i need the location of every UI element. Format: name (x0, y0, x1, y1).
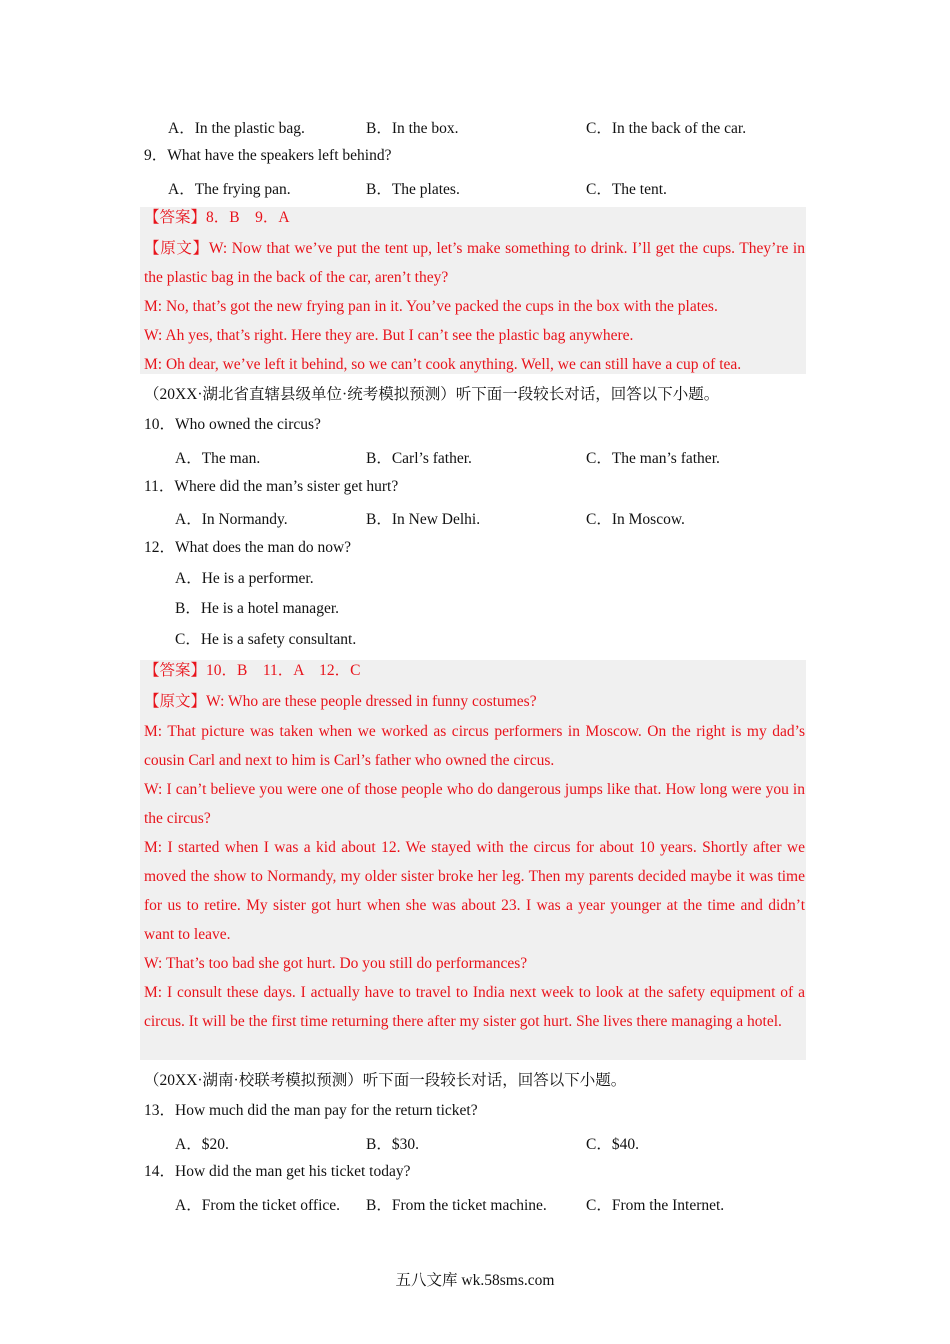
q12-option-a: A．He is a performer. (175, 570, 314, 587)
transcript-2-line-5: W: That’s too bad she got hurt. Do you still do performances? (144, 955, 528, 972)
q12-option-b: B．He is a hotel manager. (175, 600, 339, 617)
q10-option-a: A．The man. (175, 450, 261, 467)
answer-2 (144, 661, 360, 681)
answer-text: 10．B 11．A 12．C (206, 662, 361, 679)
transcript-2-line-2: M: That picture was taken when we worked as circus performers in Moscow. On the right is my dad’s cousin Carl and next to him is Carl’s father who owned the circus. (144, 723, 805, 769)
q11-option-b: B．In New Delhi. (366, 511, 481, 528)
q14-option-b: B．From the ticket machine. (366, 1197, 547, 1214)
transcript-label: 【原文】 (144, 240, 209, 257)
transcript-2-line-4: M: I started when I was a kid about 12. We stayed with the circus for about 10 years. Shortly after we moved the show to Normandy, my older sister broke her leg. Then my parents decided maybe it was time for us to retire. My sister got hurt when she was about 23. I was a year younger at the time and didn’t want to leave. (144, 839, 805, 943)
q12-option-c: C．He is a safety consultant. (175, 631, 357, 648)
transcript-1-line-1: 【原文】W: Now that we’ve put the tent up, let’s make something to drink. I’ll get the cups. They’re in the plastic bag in the back of the car, aren’t they? (144, 240, 805, 286)
q10-option-b: B．Carl’s father. (366, 450, 472, 467)
answer-label: 【答案】 (144, 209, 207, 226)
q11-option-a: A．In Normandy. (175, 511, 288, 528)
q13-option-b: B．$30. (366, 1136, 419, 1153)
transcript-2-line-6: M: I consult these days. I actually have to travel to India next week to look at the safety equipment of a circus. It will be the first time returning there after my sister got hurt. She lives there managing a hotel. (144, 984, 805, 1030)
answer-text: 8．B 9．A (206, 209, 290, 226)
q9-option-b: B．The plates. (366, 181, 460, 198)
q8-option-b: B．In the box. (366, 120, 459, 137)
q13-question: 13．How much did the man pay for the return ticket? (144, 1102, 478, 1119)
q10-question: 10．Who owned the circus? (144, 416, 321, 433)
transcript-1-line-4: M: Oh dear, we’ve left it behind, so we can’t cook anything. Well, we can still have a cup of tea. (144, 356, 742, 373)
q11-option-c: C．In Moscow. (586, 511, 685, 528)
q13-option-c: C．$40. (586, 1136, 639, 1153)
q12-question: 12．What does the man do now? (144, 539, 352, 556)
section-2-intro: （20XX·湖北省直辖县级单位·统考模拟预测）听下面一段较长对话，回答以下小题。 (144, 386, 720, 403)
q11-question: 11．Where did the man’s sister get hurt? (144, 478, 399, 495)
q9-option-c: C．The tent. (586, 181, 667, 198)
q9-option-a: A．The frying pan. (168, 181, 291, 198)
transcript-1-line-3: W: Ah yes, that’s right. Here they are. But I can’t see the plastic bag anywhere. (144, 327, 634, 344)
q14-question: 14．How did the man get his ticket today? (144, 1163, 411, 1180)
q13-option-a: A．$20. (175, 1136, 229, 1153)
answer-label: 【答案】 (144, 662, 207, 679)
transcript-label: 【原文】 (144, 693, 207, 710)
q9-question: 9．What have the speakers left behind? (144, 147, 392, 164)
transcript-2-line-3: W: I can’t believe you were one of those people who do dangerous jumps like that. How long were you in the circus? (144, 781, 805, 827)
q10-option-c: C．The man’s father. (586, 450, 720, 467)
q14-option-a: A．From the ticket office. (175, 1197, 341, 1214)
footer-watermark: 五八文库 wk.58sms.com (395, 1272, 555, 1289)
answer-1 (144, 208, 290, 228)
transcript-2-line-1: 【原文】W: Who are these people dressed in funny costumes? (144, 693, 537, 710)
transcript-1-line-2: M: No, that’s got the new frying pan in it. You’ve packed the cups in the box with the plates. (144, 298, 718, 315)
section-3-intro: （20XX·湖南·校联考模拟预测）听下面一段较长对话，回答以下小题。 (144, 1072, 627, 1089)
q8-option-c: C．In the back of the car. (586, 120, 747, 137)
q14-option-c: C．From the Internet. (586, 1197, 725, 1214)
q8-option-a: A．In the plastic bag. (168, 120, 305, 137)
